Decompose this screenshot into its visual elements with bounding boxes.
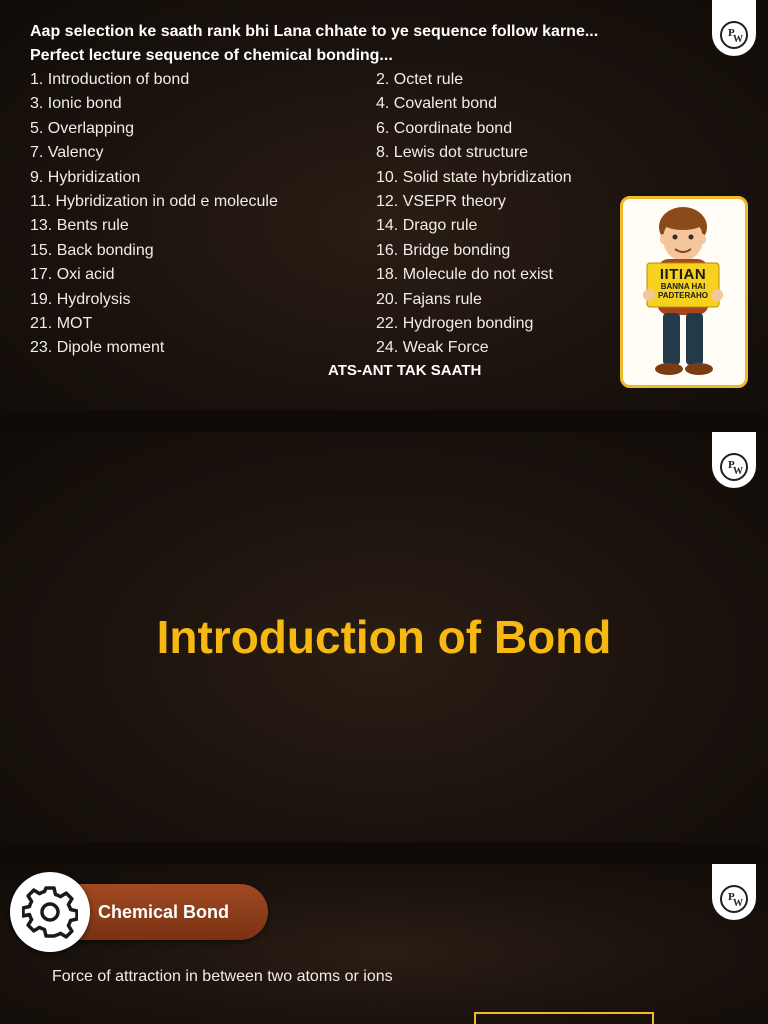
topic-item: 10. Solid state hybridization — [376, 168, 572, 186]
topic-item: 1. Introduction of bond — [30, 71, 190, 88]
topic-item: 2. Octet rule — [376, 71, 464, 88]
mascot-sign — [647, 267, 719, 300]
topic-item: 20. Fajans rule — [376, 290, 482, 308]
mascot-sign-line-1: IITIAN — [659, 266, 707, 283]
topic-item: 22. Hydrogen bonding — [376, 314, 534, 332]
ats-footer: ATS-ANT TAK SAATH — [328, 362, 482, 379]
slide-chemical-bond — [0, 864, 768, 1024]
pw-logo-icon — [712, 0, 756, 56]
topic-item: 6. Coordinate bond — [376, 119, 513, 137]
topic-item: 13. Bents rule — [30, 217, 129, 235]
pw-logo-icon — [712, 864, 756, 920]
svg-text:W: W — [733, 898, 743, 909]
topic-item: 23. Dipole moment — [30, 339, 165, 357]
svg-text:P: P — [728, 27, 735, 39]
heading-line-1: Aap selection ke saath rank bhi Lana chhate to ye sequence follow karne... — [30, 23, 599, 40]
svg-text:W: W — [733, 34, 743, 45]
topic-item: 12. VSEPR theory — [376, 192, 506, 210]
topic-item: 15. Back bonding — [30, 241, 154, 259]
topic-item: 18. Molecule do not exist — [376, 266, 553, 284]
topic-item: 17. Oxi acid — [30, 266, 115, 284]
mascot-sign-line-3: PADTERAHO — [657, 291, 709, 300]
topic-item: 14. Drago rule — [376, 217, 478, 235]
chemical-bond-definition: Force of attraction in between two atoms or ions — [52, 968, 393, 985]
svg-text:P: P — [728, 459, 735, 471]
topic-item: 24. Weak Force — [376, 339, 489, 357]
slide-lecture-sequence — [0, 0, 768, 410]
topic-item: 7. Valency — [30, 144, 104, 162]
topic-item: 19. Hydrolysis — [30, 290, 131, 308]
topic-list — [30, 68, 630, 361]
page-title: Introduction of Bond — [156, 611, 612, 663]
mascot-sign-line-2: BANNA HAI — [660, 282, 706, 291]
svg-text:W: W — [733, 466, 743, 477]
topic-item: 9. Hybridization — [30, 168, 141, 186]
mascot-illustration — [620, 196, 748, 388]
slide-heading — [30, 20, 670, 68]
svg-text:P: P — [728, 891, 735, 903]
gear-icon — [10, 872, 90, 952]
topic-item: 3. Ionic bond — [30, 95, 122, 113]
highlight-box — [474, 1012, 654, 1024]
topic-item: 8. Lewis dot structure — [376, 144, 529, 162]
topic-item: 5. Overlapping — [30, 119, 135, 137]
topic-item: 16. Bridge bonding — [376, 241, 511, 259]
chemical-bond-label: Chemical Bond — [98, 902, 230, 922]
pw-logo-icon — [712, 432, 756, 488]
heading-line-2: Perfect lecture sequence of chemical bonding... — [30, 47, 393, 64]
slide-title — [0, 432, 768, 842]
topic-item: 11. Hybridization in odd e molecule — [30, 192, 278, 210]
topic-item: 21. MOT — [30, 314, 93, 332]
topic-item: 4. Covalent bond — [376, 95, 497, 113]
